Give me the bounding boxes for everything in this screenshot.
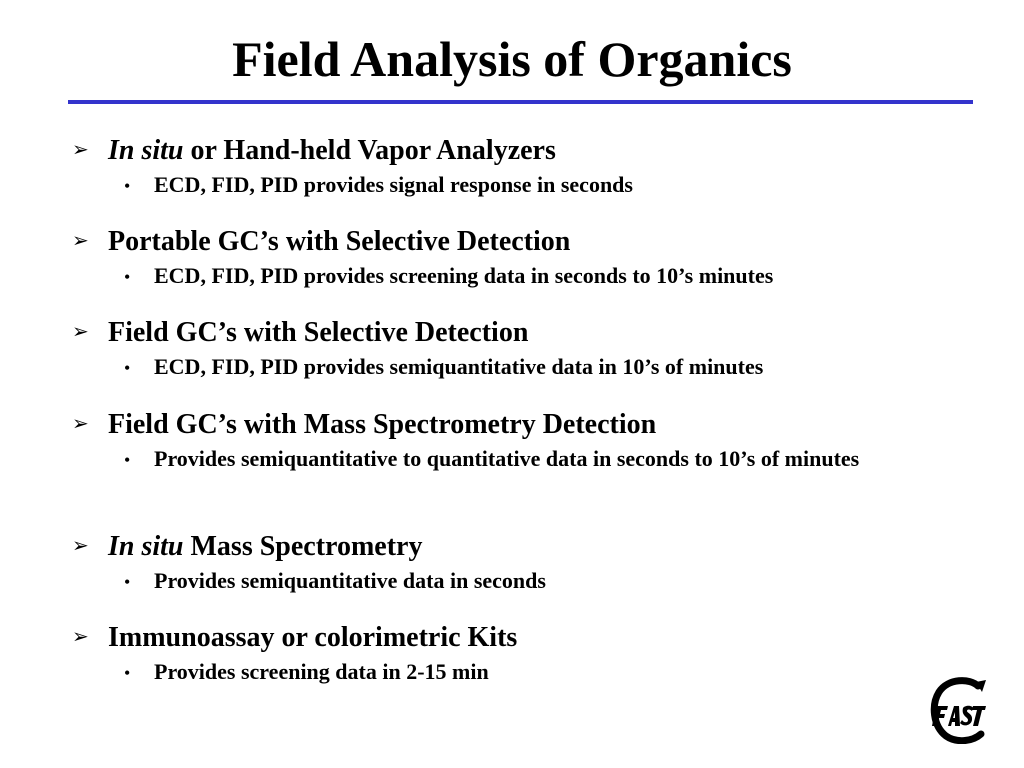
- dot-bullet-icon: •: [124, 450, 131, 470]
- bullet-group-5: [72, 530, 972, 598]
- title-divider: [68, 100, 973, 104]
- main-bullet: [72, 134, 972, 169]
- sub-bullet-text: ECD, FID, PID provides screening data in seconds to 10’s minutes: [154, 263, 774, 288]
- dot-bullet-icon: •: [124, 176, 131, 196]
- sub-bullet: [124, 656, 972, 689]
- main-bullet-label: Portable GC’s with Selective Detection: [108, 226, 571, 257]
- fast-logo-icon: [926, 676, 992, 744]
- main-bullet-label: Mass Spectrometry: [183, 531, 423, 562]
- main-bullet: [72, 225, 972, 260]
- slide-title: Field Analysis of Organics: [232, 31, 792, 87]
- dot-bullet-icon: •: [124, 572, 131, 592]
- sub-bullet: [124, 169, 972, 202]
- main-bullet: [72, 408, 972, 443]
- main-bullet: [72, 530, 972, 565]
- dot-bullet-icon: •: [124, 267, 131, 287]
- sub-bullet-text: ECD, FID, PID provides signal response in seconds: [154, 172, 633, 197]
- main-bullet-label: Field GC’s with Mass Spectrometry Detection: [108, 409, 657, 440]
- arrow-bullet-icon: ➢: [72, 137, 89, 161]
- main-bullet-text: [108, 530, 422, 564]
- bullet-group-4: [72, 408, 972, 476]
- bullet-group-2: [72, 225, 972, 293]
- main-bullet-label: Immunoassay or colorimetric Kits: [108, 622, 518, 653]
- main-bullet-text: [108, 134, 556, 168]
- bullet-group-3: [72, 316, 972, 384]
- arrow-bullet-icon: ➢: [72, 411, 89, 435]
- italic-prefix: In situ: [108, 531, 184, 562]
- bullet-group-6: [72, 621, 972, 689]
- sub-bullet: [124, 443, 972, 476]
- arrow-bullet-icon: ➢: [72, 228, 89, 252]
- dot-bullet-icon: •: [124, 663, 131, 683]
- sub-bullet-text: Provides screening data in 2-15 min: [154, 659, 489, 684]
- main-bullet: [72, 621, 972, 656]
- main-bullet-text: [108, 316, 528, 350]
- sub-bullet-text: Provides semiquantitative data in seconds: [154, 568, 546, 593]
- arrow-bullet-icon: ➢: [72, 319, 89, 343]
- fast-logo: [926, 676, 992, 744]
- arrow-bullet-icon: ➢: [72, 533, 89, 557]
- main-bullet-label: or Hand-held Vapor Analyzers: [183, 135, 556, 166]
- sub-bullet: [124, 260, 972, 293]
- sub-bullet-text: ECD, FID, PID provides semiquantitative data in 10’s of minutes: [154, 354, 764, 379]
- bullet-group-1: [72, 134, 972, 202]
- main-bullet: [72, 316, 972, 351]
- main-bullet-label: Field GC’s with Selective Detection: [108, 317, 529, 348]
- main-bullet-text: [108, 225, 570, 259]
- main-bullet-text: [108, 621, 517, 655]
- main-bullet-text: [108, 408, 656, 442]
- arrow-bullet-icon: ➢: [72, 624, 89, 648]
- sub-bullet: [124, 565, 972, 598]
- sub-bullet: [124, 351, 972, 384]
- dot-bullet-icon: •: [124, 358, 131, 378]
- sub-bullet-text: Provides semiquantitative to quantitative data in seconds to 10’s of minutes: [154, 446, 860, 471]
- italic-prefix: In situ: [108, 135, 184, 166]
